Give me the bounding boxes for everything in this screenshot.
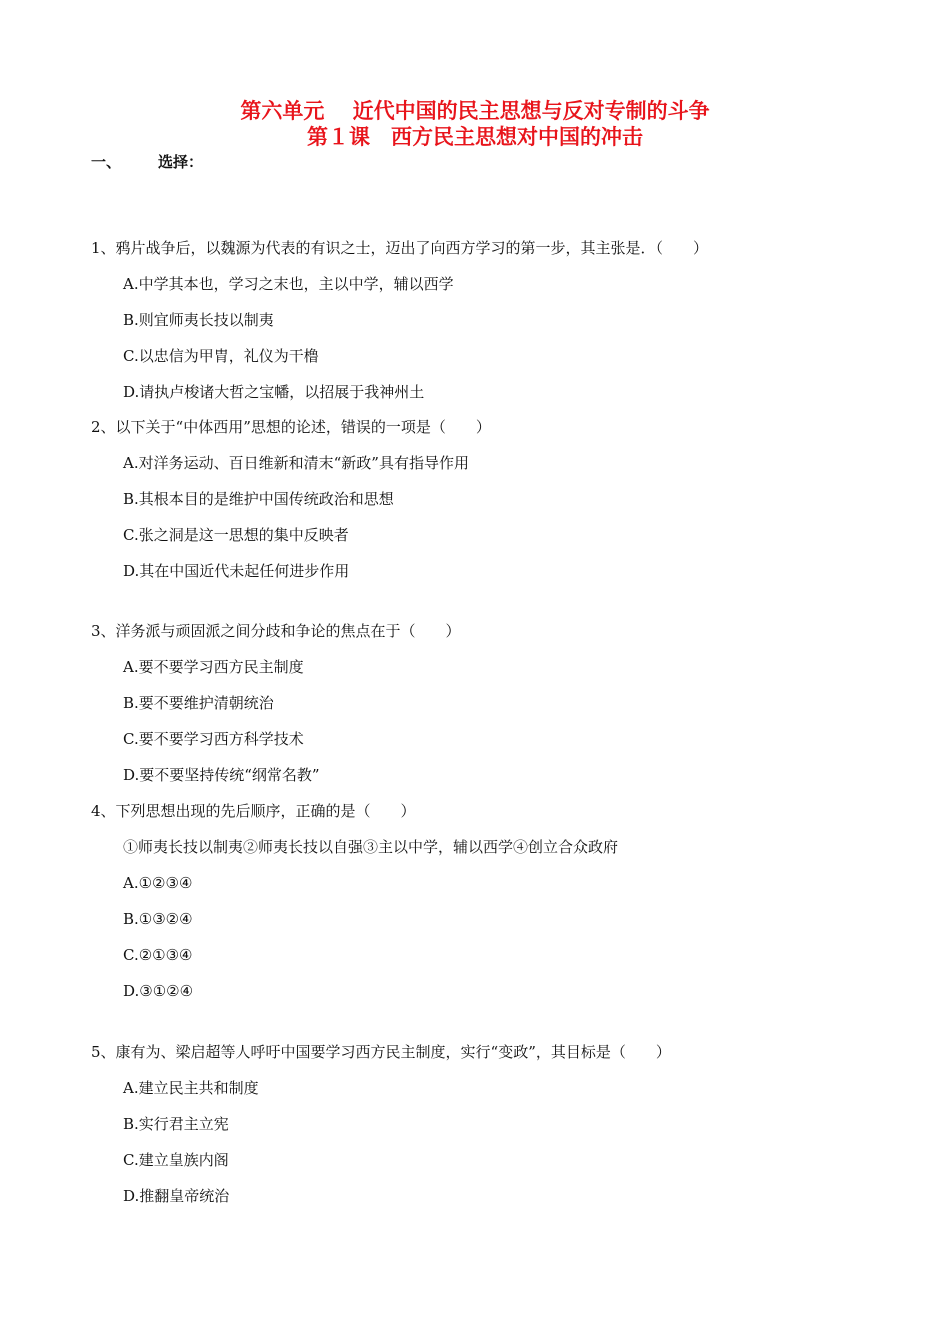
section-label: 选择： bbox=[158, 153, 204, 171]
question-4-option-a: A.①②③④ bbox=[123, 874, 193, 892]
question-1-option-c: C.以忠信为甲胄，礼仪为干橹 bbox=[123, 347, 319, 365]
question-5-option-c: C.建立皇族内阁 bbox=[123, 1151, 229, 1169]
question-3-option-b: B.要不要维护清朝统治 bbox=[123, 694, 274, 712]
question-2-option-c: C.张之洞是这一思想的集中反映者 bbox=[123, 526, 349, 544]
question-1-option-b: B.则宜师夷长技以制夷 bbox=[123, 311, 274, 329]
section-heading bbox=[91, 152, 203, 172]
question-4-statements: ①师夷长技以制夷②师夷长技以自强③主以中学，辅以西学④创立合众政府 bbox=[123, 838, 619, 856]
question-4-option-b: B.①③②④ bbox=[123, 910, 193, 928]
section-number: 一、 bbox=[91, 153, 122, 171]
question-5-option-b: B.实行君主立宪 bbox=[123, 1115, 229, 1133]
question-1-stem: 1、鸦片战争后，以魏源为代表的有识之士，迈出了向西方学习的第一步，其主张是．（ ） bbox=[91, 239, 709, 257]
question-5-stem: 5、康有为、梁启超等人呼吁中国要学习西方民主制度，实行“变政”，其目标是（ ） bbox=[91, 1043, 671, 1061]
question-3-stem: 3、洋务派与顽固派之间分歧和争论的焦点在于（ ） bbox=[91, 622, 461, 640]
unit-title: 第六单元 近代中国的民主思想与反对专制的斗争 bbox=[240, 99, 710, 123]
lesson-title: 第１课 西方民主思想对中国的冲击 bbox=[307, 125, 643, 149]
question-2-option-b: B.其根本目的是维护中国传统政治和思想 bbox=[123, 490, 394, 508]
question-1-option-d: D.请执卢梭诸大哲之宝幡，以招展于我神州土 bbox=[123, 383, 425, 401]
question-2-option-d: D.其在中国近代未起任何进步作用 bbox=[123, 562, 350, 580]
question-3-option-a: A.要不要学习西方民主制度 bbox=[123, 658, 304, 676]
question-3-option-c: C.要不要学习西方科学技术 bbox=[123, 730, 304, 748]
question-3-option-d: D.要不要坚持传统“纲常名教” bbox=[123, 766, 320, 784]
question-4-stem: 4、下列思想出现的先后顺序，正确的是（ ） bbox=[91, 802, 416, 820]
question-5-option-a: A.建立民主共和制度 bbox=[123, 1079, 259, 1097]
question-4-option-c: C.②①③④ bbox=[123, 946, 193, 964]
question-4-option-d: D.③①②④ bbox=[123, 982, 194, 1000]
question-1-option-a: A.中学其本也，学习之末也，主以中学，辅以西学 bbox=[123, 275, 454, 293]
question-5-option-d: D.推翻皇帝统治 bbox=[123, 1187, 230, 1205]
question-2-stem: 2、以下关于“中体西用”思想的论述，错误的一项是（ ） bbox=[91, 418, 491, 436]
question-2-option-a: A.对洋务运动、百日维新和清末“新政”具有指导作用 bbox=[123, 454, 469, 472]
